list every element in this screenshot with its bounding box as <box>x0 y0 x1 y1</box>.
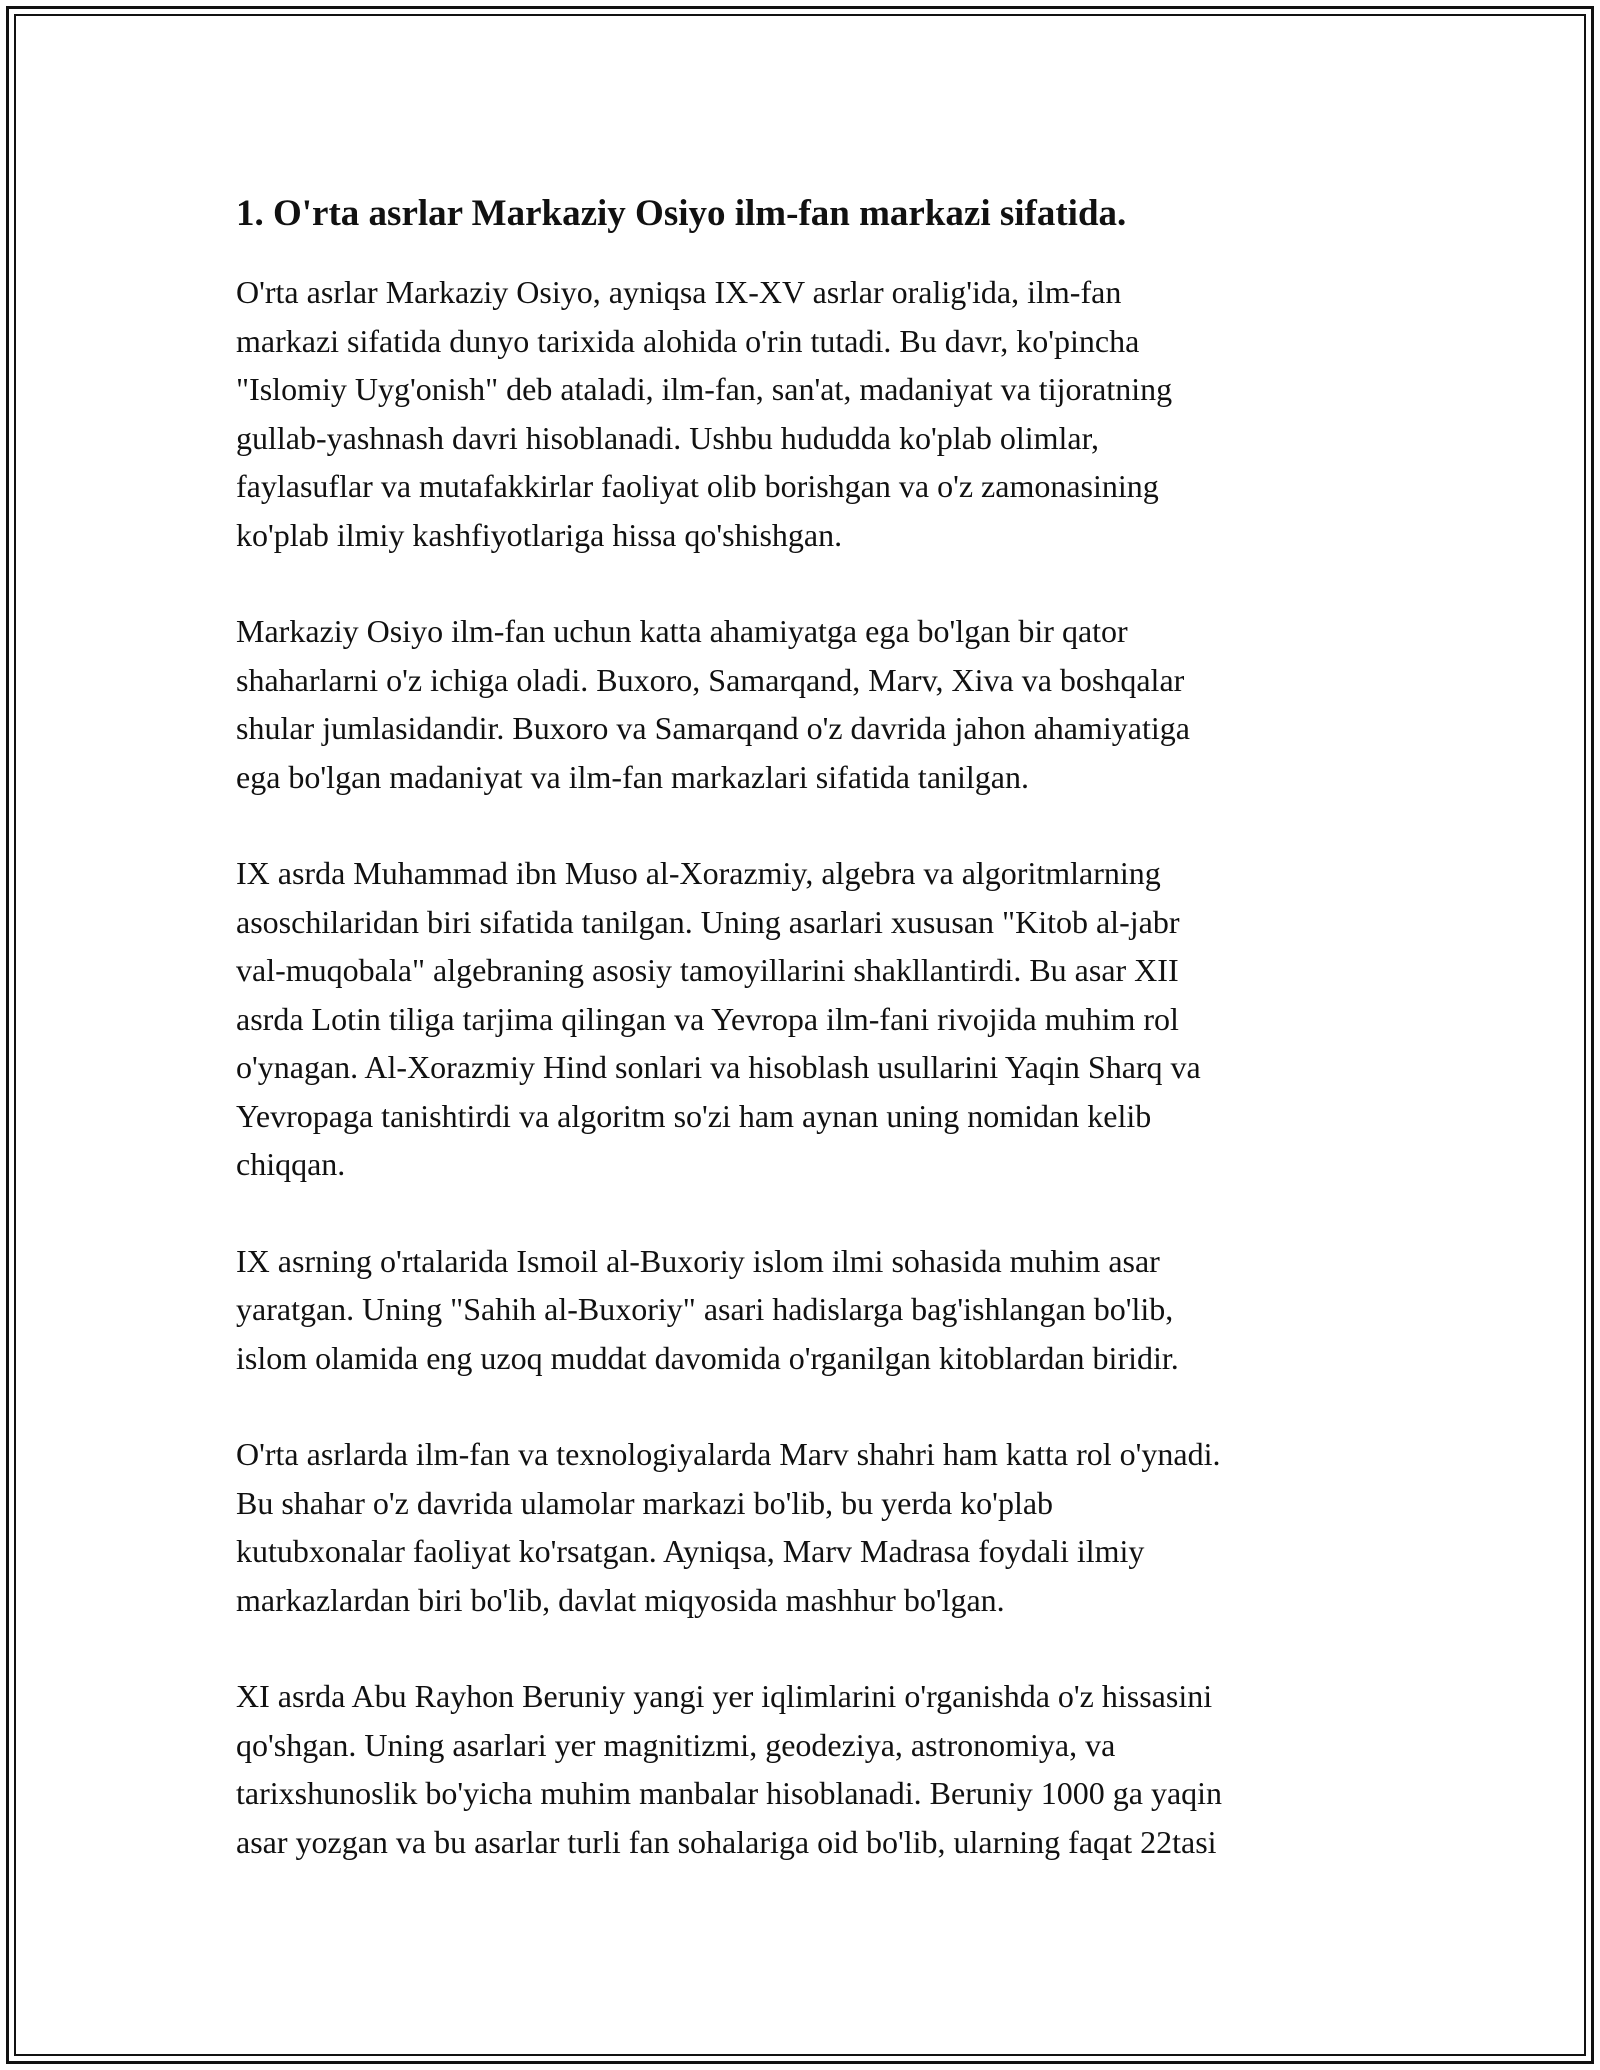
text-line: val-muqobala" algebraning asosiy tamoyillarini shakllantirdi. Bu asar XII <box>236 952 1179 988</box>
text-line: markazi sifatida dunyo tarixida alohida o'rin tutadi. Bu davr, ko'pincha <box>236 322 1140 359</box>
text-line: O'rta asrlar Markaziy Osiyo, ayniqsa IX-XV asrlar oralig'ida, ilm-fan <box>236 274 1122 310</box>
text-line: markazlardan biri bo'lib, davlat miqyosida mashhur bo'lgan. <box>236 1581 1005 1618</box>
text-line: gullab-yashnash davri hisoblanadi. Ushbu hududda ko'plab olimlar, <box>236 419 1099 456</box>
text-line: shular jumlasidandir. Buxoro va Samarqand o'z davrida jahon ahamiyatiga <box>236 710 1190 746</box>
paragraph-buxoriy <box>236 1237 1386 1383</box>
paragraph-marv <box>236 1430 1386 1624</box>
paragraph-cities <box>236 607 1386 801</box>
text-line: faylasuflar va mutafakkirlar faoliyat olib borishgan va o'z zamonasining <box>236 468 1159 504</box>
text-line: asar yozgan va bu asarlar turli fan sohalariga oid bo'lib, ularning faqat 22tasi <box>236 1823 1217 1860</box>
document-body <box>236 190 1386 1914</box>
text-line: kutubxonalar faoliyat ko'rsatgan. Ayniqsa, Marv Madrasa foydali ilmiy <box>236 1533 1145 1569</box>
text-line: asrda Lotin tiliga tarjima qilingan va Yevropa ilm-fani rivojida muhim rol <box>236 1000 1179 1037</box>
section-heading: 1. O'rta asrlar Markaziy Osiyo ilm-fan markazi sifatida. <box>236 193 1127 234</box>
text-line: o'ynagan. Al-Xorazmiy Hind sonlari va hisoblash usullarini Yaqin Sharq va <box>236 1049 1201 1085</box>
text-line: yaratgan. Uning "Sahih al-Buxoriy" asari hadislarga bag'ishlangan bo'lib, <box>236 1291 1174 1327</box>
text-line: tarixshunoslik bo'yicha muhim manbalar hisoblanadi. Beruniy 1000 ga yaqin <box>236 1775 1223 1811</box>
text-line: XI asrda Abu Rayhon Beruniy yangi yer iqlimlarini o'rganishda o'z hissasini <box>236 1678 1213 1714</box>
text-line: O'rta asrlarda ilm-fan va texnologiyalarda Marv shahri ham katta rol o'ynadi. <box>236 1436 1221 1472</box>
text-line: ega bo'lgan madaniyat va ilm-fan markazlari sifatida tanilgan. <box>236 758 1029 795</box>
paragraph-xorazmiy <box>236 849 1386 1189</box>
text-line: Yevropaga tanishtirdi va algoritm so'zi ham aynan uning nomidan kelib <box>236 1097 1152 1134</box>
text-line: "Islomiy Uyg'onish" deb ataladi, ilm-fan, san'at, madaniyat va tijoratning <box>236 371 1173 407</box>
text-line: shaharlarni o'z ichiga oladi. Buxoro, Samarqand, Marv, Xiva va boshqalar <box>236 661 1185 698</box>
text-line: Markaziy Osiyo ilm-fan uchun katta ahamiyatga ega bo'lgan bir qator <box>236 613 1128 649</box>
text-line: qo'shgan. Uning asarlari yer magnitizmi, geodeziya, astronomiya, va <box>236 1726 1116 1763</box>
text-line: ko'plab ilmiy kashfiyotlariga hissa qo'shishgan. <box>236 516 843 553</box>
text-line: Bu shahar o'z davrida ulamolar markazi bo'lib, bu yerda ko'plab <box>236 1484 1054 1521</box>
text-line: islom olamida eng uzoq muddat davomida o'rganilgan kitoblardan biridir. <box>236 1339 1179 1376</box>
text-line: IX asrning o'rtalarida Ismoil al-Buxoriy islom ilmi sohasida muhim asar <box>236 1242 1160 1279</box>
text-line: IX asrda Muhammad ibn Muso al-Xorazmiy, algebra va algoritmlarning <box>236 855 1161 891</box>
paragraph-intro <box>236 268 1386 559</box>
text-line: asoschilaridan biri sifatida tanilgan. Uning asarlari xususan "Kitob al-jabr <box>236 903 1180 940</box>
text-line: chiqqan. <box>236 1146 346 1182</box>
paragraph-beruniy <box>236 1672 1386 1866</box>
